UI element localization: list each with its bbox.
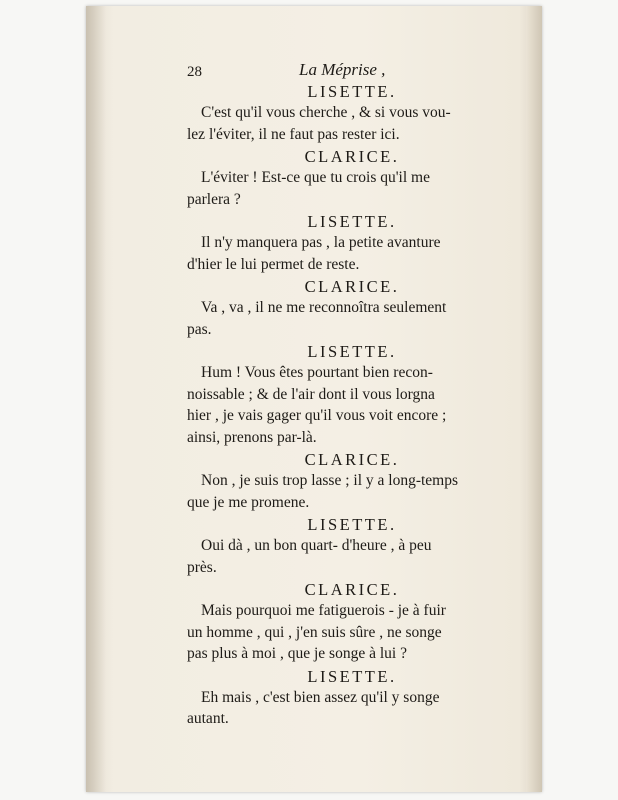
- speech-block: [187, 362, 517, 448]
- speech-line: noissable ; & de l'air dont il vous lorgna: [187, 385, 435, 403]
- speaker-name: CLARICE.: [304, 147, 400, 166]
- speech-line: lez l'éviter, il ne faut pas rester ici.: [187, 125, 400, 143]
- speech-line: Oui dà , un bon quart- d'heure , à peu: [201, 537, 432, 554]
- speech-line: Hum ! Vous êtes pourtant bien recon-: [201, 364, 433, 381]
- speaker-name: CLARICE.: [304, 277, 400, 296]
- speech-block: [187, 232, 517, 275]
- gutter-shadow: [86, 6, 106, 792]
- speech-line: ainsi, prenons par-là.: [187, 428, 317, 446]
- page-header: [187, 58, 517, 82]
- page-edge: [526, 6, 542, 792]
- speech-line: Va , va , il ne me reconnoîtra seulement: [201, 299, 447, 316]
- speech-line: C'est qu'il vous cherche , & si vous vou-: [201, 104, 451, 121]
- speech-block: [187, 600, 517, 665]
- speech-line: un homme , qui , j'en suis sûre , ne songe: [187, 623, 442, 641]
- speaker-name: CLARICE.: [304, 580, 400, 599]
- speech-block: [187, 167, 517, 210]
- speech-line: parlera ?: [187, 190, 241, 208]
- speech-block: [187, 687, 517, 730]
- speech-line: hier , je vais gager qu'il vous voit encore ;: [187, 407, 447, 424]
- speech-line: autant.: [187, 710, 229, 727]
- speech-block: [187, 470, 517, 513]
- speech-line: près.: [187, 558, 217, 576]
- speech-line: Non , je suis trop lasse ; il y a long-temps: [201, 472, 459, 489]
- speech-line: Mais pourquoi me fatiguerois - je à fuir: [201, 602, 446, 619]
- speech-line: d'hier le lui permet de reste.: [187, 255, 360, 273]
- speech-line: L'éviter ! Est-ce que tu crois qu'il me: [201, 169, 430, 186]
- speech-line: Il n'y manquera pas , la petite avanture: [201, 234, 441, 251]
- speaker-name: LISETTE.: [307, 82, 397, 101]
- running-title: La Méprise ,: [299, 60, 386, 79]
- speech-block: [187, 297, 517, 340]
- speech-line: pas plus à moi , que je songe à lui ?: [187, 645, 407, 662]
- speech-block: [187, 102, 517, 145]
- speech-line: pas.: [187, 320, 212, 338]
- speaker-name: CLARICE.: [304, 450, 400, 469]
- speaker-name: LISETTE.: [307, 212, 397, 231]
- speech-line: Eh mais , c'est bien assez qu'il y songe: [201, 688, 440, 706]
- speech-block: [187, 535, 517, 578]
- page-number: 28: [187, 64, 202, 80]
- speaker-name: LISETTE.: [307, 515, 397, 534]
- speaker-name: LISETTE.: [307, 666, 397, 686]
- speaker-name: LISETTE.: [307, 342, 397, 361]
- speech-line: que je me promene.: [187, 493, 310, 511]
- page-text: [187, 58, 517, 732]
